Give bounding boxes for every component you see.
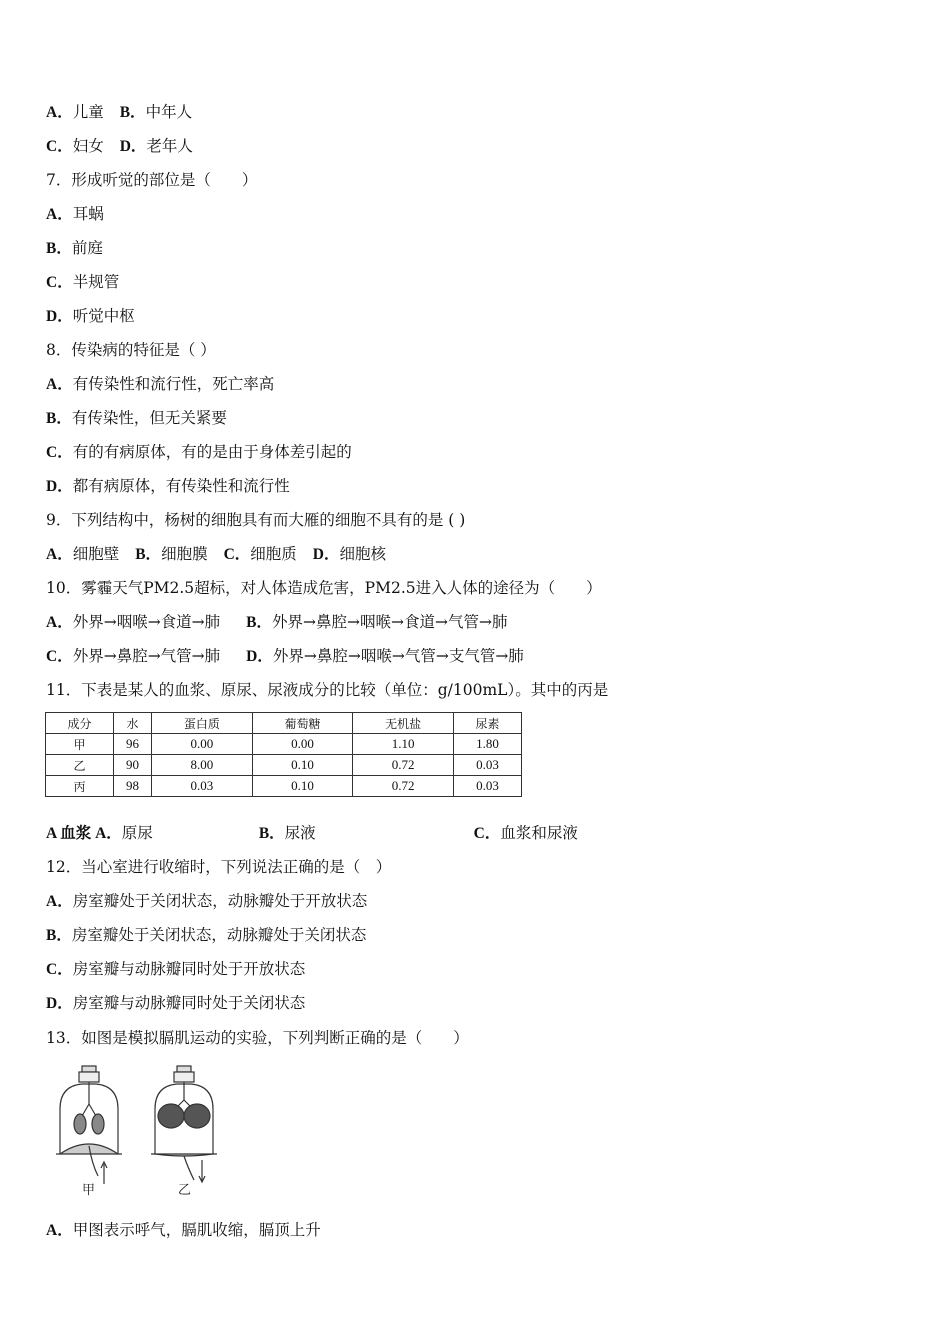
bell-jar-left [56,1066,122,1184]
q13-option-a: A．甲图表示呼气，膈肌收缩，膈顶上升 [46,1221,321,1239]
q12-stem: 12．当心室进行收缩时，下列说法正确的是（ ） [46,858,392,876]
q9-stem: 9．下列结构中，杨树的细胞具有而大雁的细胞不具有的是 ( ) [46,511,466,529]
q7-option-b: B．前庭 [46,239,103,257]
table-cell: 1.80 [453,734,521,755]
q8-option-a: A．有传染性和流行性，死亡率高 [46,375,275,393]
table-header-row [46,713,522,734]
table-row [46,734,522,755]
q12-option-d: D．房室瓣与动脉瓣同时处于关闭状态 [46,994,306,1012]
table-header-cell: 葡萄糖 [252,713,353,734]
figure-label-right: 乙 [178,1183,192,1198]
table-cell: 8.00 [152,755,253,776]
composition-table [45,712,522,797]
table-header-cell: 尿素 [453,713,521,734]
table-cell: 甲 [46,734,114,755]
table-cell: 0.10 [252,755,353,776]
table-cell: 0.03 [152,776,253,797]
q11-options: A 血浆 A．原尿 B．尿液 C．血浆和尿液 [46,824,578,842]
table-cell: 90 [114,755,152,776]
table-cell: 1.10 [353,734,454,755]
table-header-cell: 水 [114,713,152,734]
table-header-cell: 无机盐 [353,713,454,734]
q8-stem: 8．传染病的特征是（ ） [46,341,216,359]
q8-option-c: C．有的有病原体，有的是由于身体差引起的 [46,443,352,461]
q7-option-d: D．听觉中枢 [46,307,135,325]
q7-stem: 7．形成听觉的部位是（ ） [46,171,258,189]
table-row [46,776,522,797]
diaphragm-model-figure [52,1064,232,1203]
bell-jar-right [151,1066,217,1182]
table-cell: 0.03 [453,776,521,797]
figure-label-left: 甲 [82,1183,96,1198]
q10-stem: 10．雾霾天气PM2.5超标，对人体造成危害，PM2.5进入人体的途径为（ ） [46,579,602,597]
table-cell: 0.00 [252,734,353,755]
q11-stem: 11．下表是某人的血浆、原尿、尿液成分的比较（单位：g/100mL）。其中的丙是 [46,681,609,699]
q8-option-d: D．都有病原体，有传染性和流行性 [46,477,290,495]
q10-options-cd: C．外界→鼻腔→气管→肺 D．外界→鼻腔→咽喉→气管→支气管→肺 [46,647,524,665]
q12-option-b: B．房室瓣处于关闭状态，动脉瓣处于关闭状态 [46,926,367,944]
table-header-cell: 成分 [46,713,114,734]
table-cell: 0.10 [252,776,353,797]
q8-option-b: B．有传染性，但无关紧要 [46,409,227,427]
q13-stem: 13．如图是模拟膈肌运动的实验，下列判断正确的是（ ） [46,1029,469,1047]
q12-option-c: C．房室瓣与动脉瓣同时处于开放状态 [46,960,306,978]
bell-jar-diagram [52,1064,232,1199]
table-cell: 0.72 [353,755,454,776]
table-row [46,755,522,776]
table-cell: 0.03 [453,755,521,776]
q9-options: A．细胞壁 B．细胞膜 C．细胞质 D．细胞核 [46,545,387,563]
q6-options-cd: C．妇女 D．老年人 [46,137,193,155]
q6-options-ab: A．儿童 B．中年人 [46,103,193,121]
table-cell: 98 [114,776,152,797]
table-cell: 0.00 [152,734,253,755]
table-cell: 96 [114,734,152,755]
q7-option-c: C．半规管 [46,273,120,291]
q12-option-a: A．房室瓣处于关闭状态，动脉瓣处于开放状态 [46,892,368,910]
table-cell: 0.72 [353,776,454,797]
q10-options-ab: A．外界→咽喉→食道→肺 B．外界→鼻腔→咽喉→食道→气管→肺 [46,613,508,631]
table-header-cell: 蛋白质 [152,713,253,734]
table-cell: 乙 [46,755,114,776]
table-cell: 丙 [46,776,114,797]
q7-option-a: A．耳蜗 [46,205,104,223]
